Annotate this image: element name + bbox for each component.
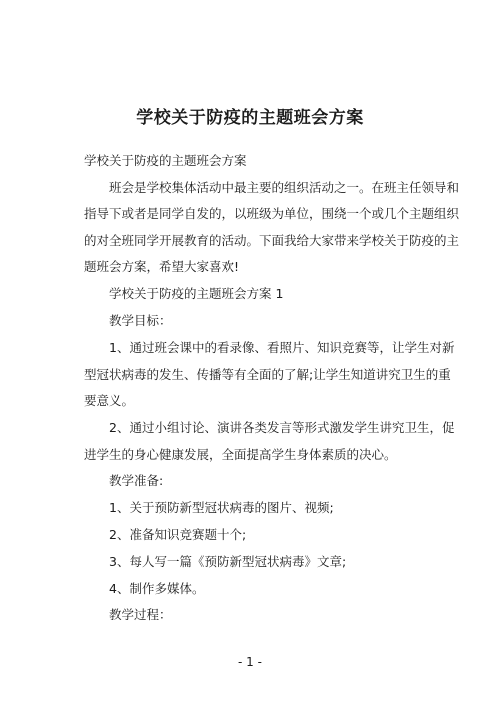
doc-line: 题班会方案，希望大家喜欢! — [84, 259, 240, 274]
page-number: - 1 - — [238, 655, 262, 669]
doc-line: 教学目标： — [84, 313, 172, 328]
doc-line: 的对全班同学开展教育的活动。下面我给大家带来学校关于防疫的主 — [84, 233, 460, 248]
doc-line: 1、通过班会课中的看录像、看照片、知识竞赛等，让学生对新 — [84, 340, 455, 355]
doc-line: 3、每人写一篇《预防新型冠状病毒》文章; — [84, 554, 347, 569]
doc-line: 4、制作多媒体。 — [84, 581, 205, 596]
doc-line: 要意义。 — [84, 393, 135, 408]
doc-line: 2、通过小组讨论、演讲各类发言等形式激发学生讲究卫生，促 — [84, 420, 455, 435]
doc-line: 型冠状病毒的发生、传播等有全面的了解;让学生知道讲究卫生的重 — [84, 367, 451, 382]
doc-line: 教学准备: — [84, 473, 164, 488]
document-title: 学校关于防疫的主题班会方案 — [136, 108, 364, 128]
doc-line: 进学生的身心健康发展，全面提高学生身体素质的决心。 — [84, 447, 397, 462]
doc-line: 学校关于防疫的主题班会方案 1 — [84, 286, 284, 301]
doc-line: 学校关于防疫的主题班会方案 — [84, 153, 247, 168]
doc-line: 指导下或者是同学自发的，以班级为单位，围绕一个或几个主题组织 — [84, 206, 460, 221]
doc-line: 班会是学校集体活动中最主要的组织活动之一。在班主任领导和 — [84, 180, 460, 195]
doc-line: 教学过程： — [84, 607, 172, 622]
doc-line: 2、准备知识竞赛题十个; — [84, 527, 247, 542]
doc-line: 1、关于预防新型冠状病毒的图片、视频; — [84, 500, 334, 515]
